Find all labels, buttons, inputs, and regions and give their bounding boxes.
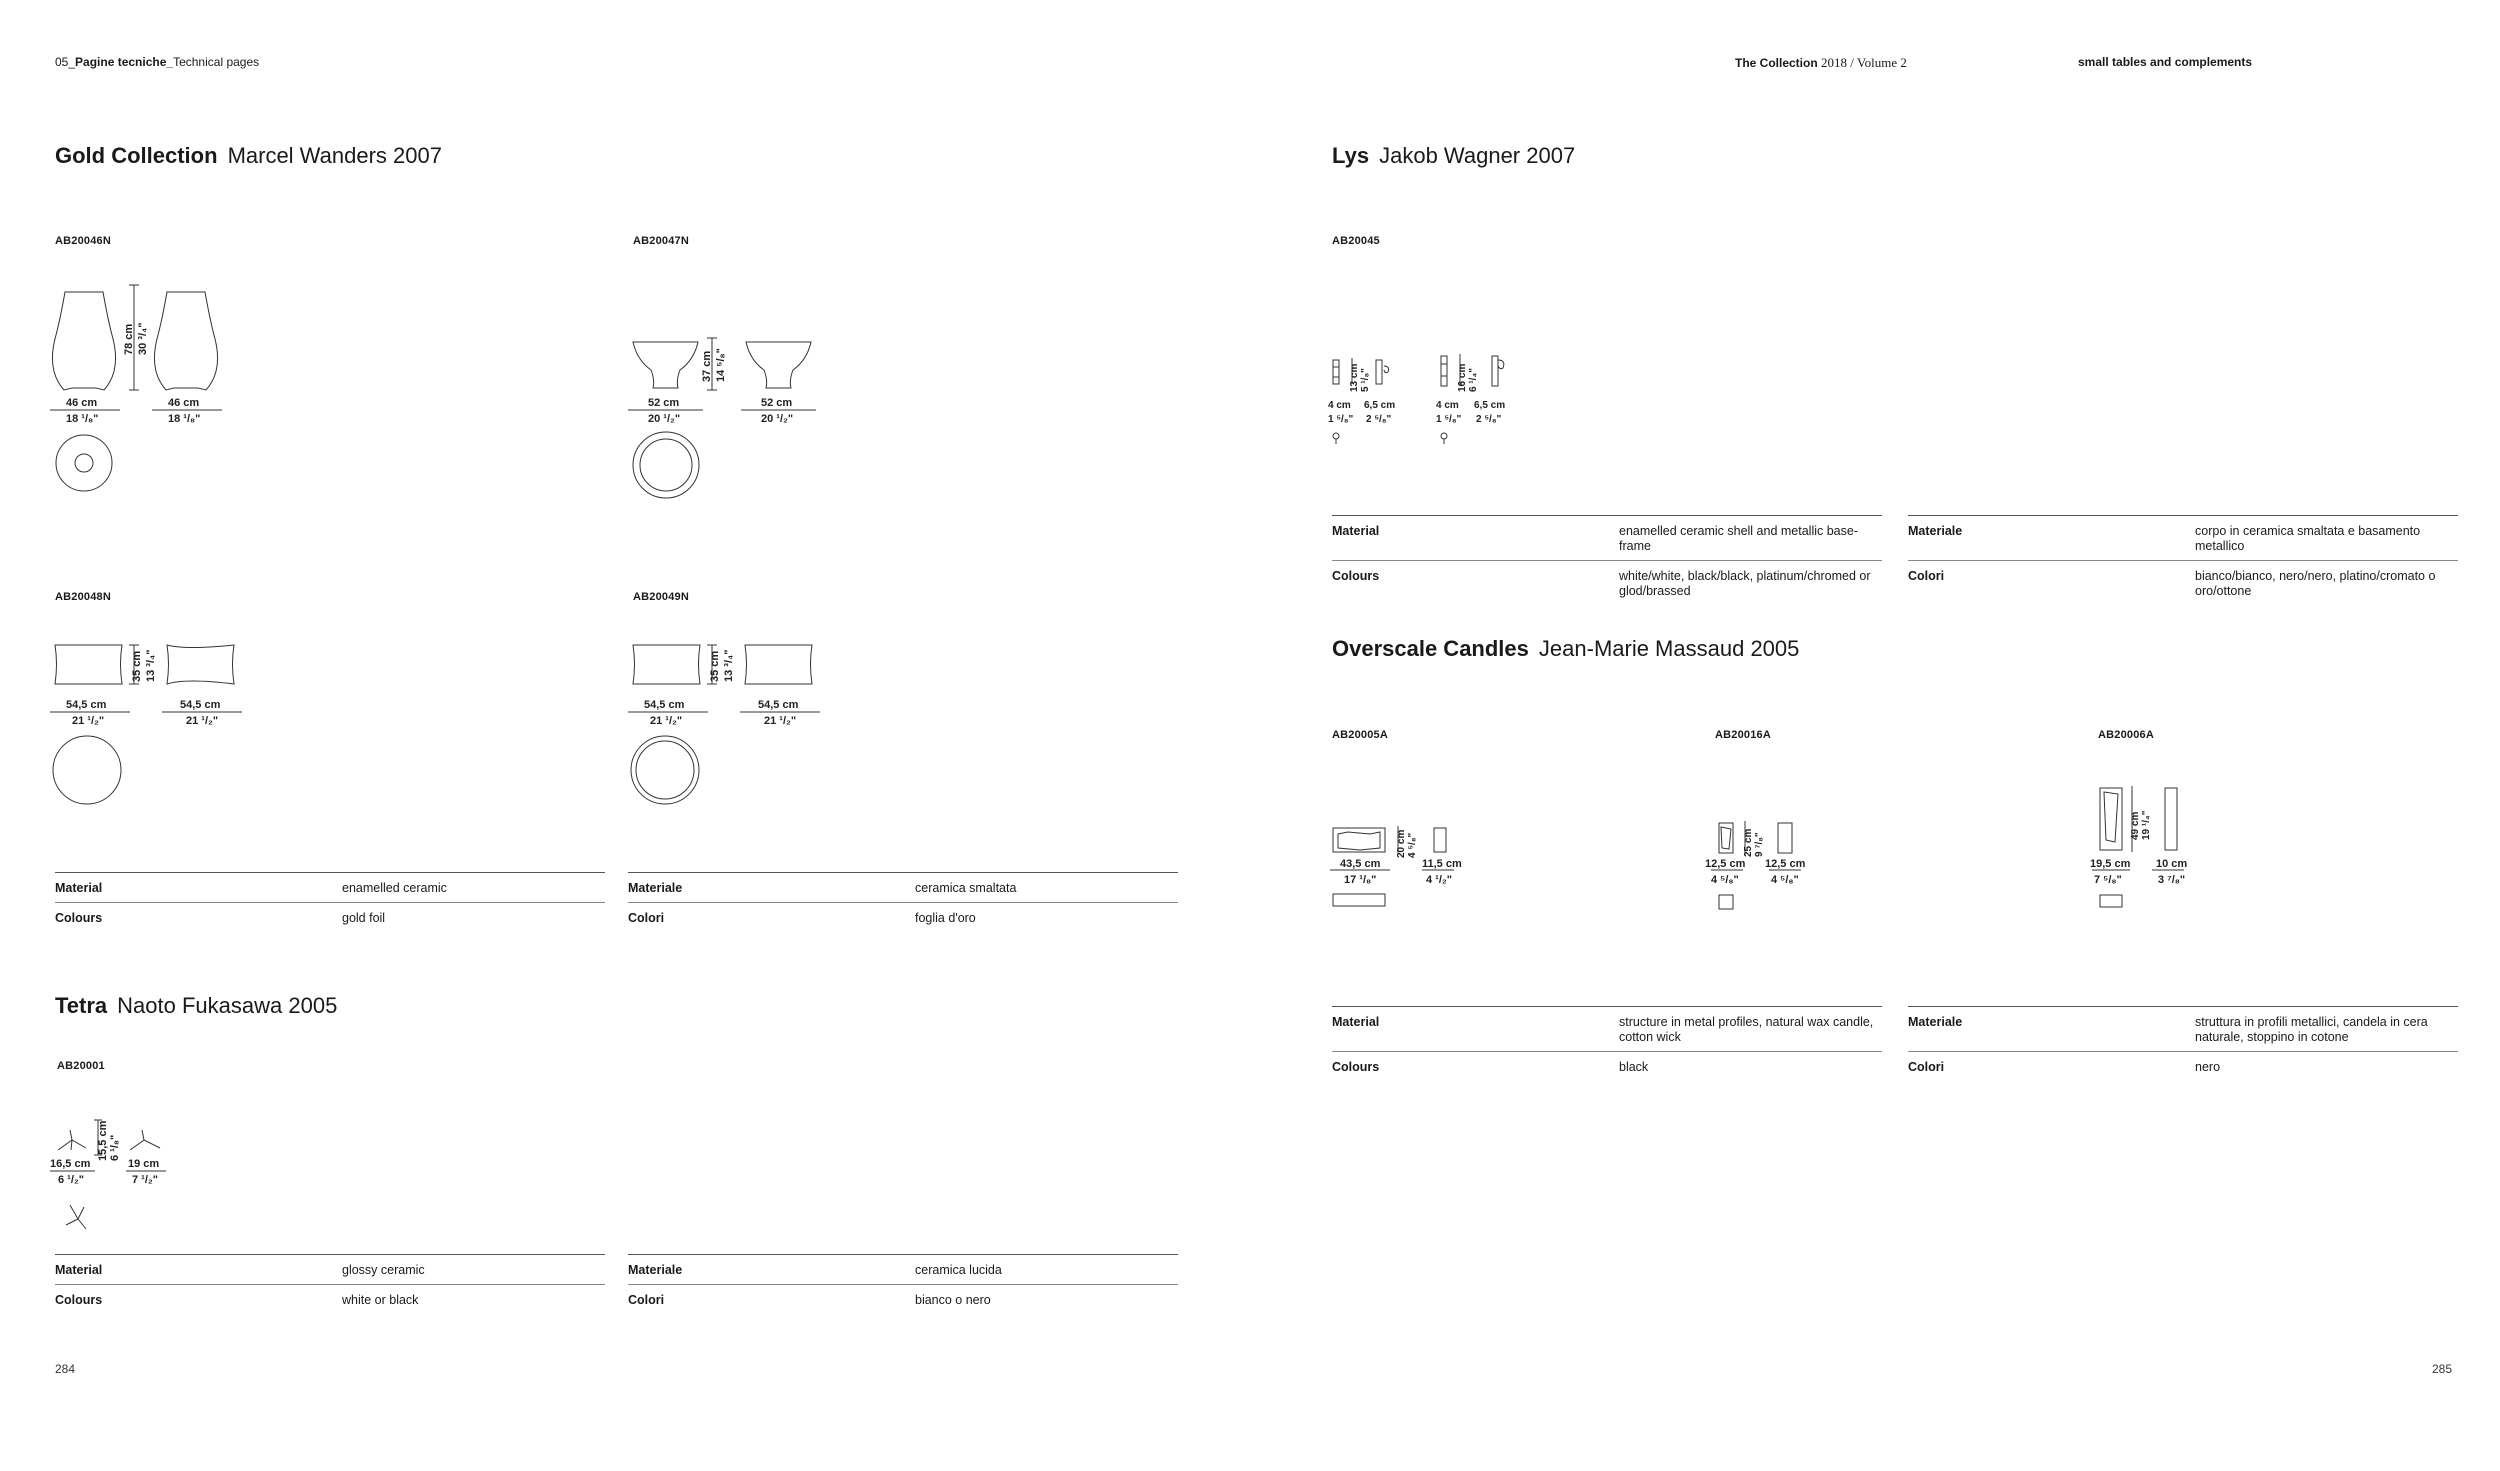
dim-height-in: 9 ⁷/₈" — [1754, 832, 1765, 857]
vase-side-outline — [154, 292, 217, 390]
gold-designer: Marcel Wanders 2007 — [227, 143, 442, 168]
lys-drawing — [1322, 350, 1522, 450]
spec-label: Material — [1332, 1015, 1380, 1029]
candles-designer: Jean-Marie Massaud 2005 — [1538, 636, 1800, 661]
dim-height-in: 13 ³/₄" — [723, 649, 735, 682]
dim-width2-in: 20 ¹/₂" — [761, 413, 794, 425]
dim-height-cm: 16 cm — [1457, 363, 1468, 392]
spec-label: Colori — [1908, 1060, 1945, 1074]
candle-medium-top — [1719, 895, 1733, 909]
dim-b-depth-in: 2 ⁵/₈" — [1476, 414, 1502, 425]
spec-label: Colours — [55, 911, 103, 925]
product-code: AB20049N — [633, 591, 690, 603]
spec-value: enamelled ceramic — [342, 881, 447, 895]
dim-width-cm: 43,5 cm — [1340, 858, 1381, 870]
dim-width-cm: 54,5 cm — [644, 699, 685, 711]
tetra-top-view — [66, 1205, 86, 1229]
gold-name: Gold Collection — [55, 143, 218, 168]
dim-width2-cm: 12,5 cm — [1765, 858, 1806, 870]
tetra-spec-en — [55, 1254, 605, 1314]
dim-height-cm: 13 cm — [1349, 363, 1360, 392]
dim-height-cm: 35 cm — [709, 650, 721, 682]
spec-row-colours — [55, 1284, 605, 1314]
dim-height-in: 6 ¹/₈" — [109, 1134, 121, 1161]
dim-width-in: 21 ¹/₂" — [650, 715, 683, 727]
candles-spec-en — [1332, 1006, 1882, 1081]
category-label: small tables and complements — [2078, 55, 2253, 69]
spec-value: bianco o nero — [915, 1293, 991, 1307]
product-code: AB20047N — [633, 235, 690, 247]
spec-row-material — [1332, 515, 1882, 560]
dim-b-width-cm: 4 cm — [1436, 400, 1459, 411]
dim-width-in: 18 ¹/₈" — [66, 413, 99, 425]
dim-width2-in: 21 ¹/₂" — [186, 715, 219, 727]
tetra-front-outline — [58, 1130, 86, 1150]
dim-height-in: 5 ¹/₈" — [1360, 368, 1371, 392]
product-code: AB20048N — [55, 591, 112, 603]
spec-value: white or black — [342, 1293, 419, 1307]
bowl-front-outline — [633, 342, 698, 388]
spec-label: Colori — [628, 1293, 665, 1307]
dim-height-in: 14 ⁵/₈" — [715, 348, 727, 382]
dim-height-cm: 25 cm — [1743, 828, 1754, 857]
spec-value: nero — [2195, 1060, 2221, 1074]
spec-row-colori — [1908, 560, 2458, 605]
dim-width-cm: 54,5 cm — [66, 699, 107, 711]
tetra-name: Tetra — [55, 993, 108, 1018]
tetra-drawing — [50, 1115, 180, 1240]
spec-row-materiale — [628, 872, 1178, 902]
dim-width-cm: 46 cm — [66, 397, 98, 409]
candle-medium-side — [1778, 823, 1792, 853]
gold-table-drawing — [50, 640, 250, 810]
dim-b-width-in: 1 ⁵/₈" — [1436, 414, 1462, 425]
spec-row-colori — [628, 1284, 1178, 1314]
spec-label: Material — [55, 1263, 103, 1277]
candle-medium-drawing — [1705, 815, 1825, 925]
product-code: AB20016A — [1715, 729, 1772, 741]
spec-label: Materiale — [1908, 1015, 1963, 1029]
dim-width-in: 7 ⁵/₈" — [2094, 874, 2122, 886]
dim-width2-cm: 11,5 cm — [1422, 858, 1462, 870]
candle-wide-top — [1333, 894, 1385, 906]
spec-value: white/white, black/black, platinum/chromed or glod/brassed — [1619, 569, 1871, 598]
collection-header — [1735, 55, 1907, 71]
dim-width-cm: 12,5 cm — [1705, 858, 1746, 870]
table-top-view — [53, 736, 121, 804]
dim-a-depth-in: 2 ⁵/₈" — [1366, 414, 1392, 425]
dim-height-cm: 78 cm — [123, 323, 135, 355]
dim-width-cm: 52 cm — [648, 397, 680, 409]
table2-top-view — [631, 736, 699, 804]
lys-tall-top — [1441, 433, 1447, 439]
tetra-spec-it — [628, 1254, 1178, 1314]
spec-label: Colori — [628, 911, 665, 925]
candle-wide-side — [1434, 828, 1446, 852]
dim-height-cm: 20 cm — [1396, 829, 1407, 858]
dim-width-in: 6 ¹/₂" — [58, 1174, 84, 1186]
spec-value: ceramica smaltata — [915, 881, 1017, 895]
spec-value: ceramica lucida — [915, 1263, 1002, 1277]
bowl-top-view — [633, 432, 699, 498]
category-header — [2078, 55, 2252, 69]
spec-row-colori — [1908, 1051, 2458, 1081]
spec-row-colours — [1332, 1051, 1882, 1081]
dim-width2-in: 18 ¹/₈" — [168, 413, 201, 425]
dim-height-cm: 37 cm — [701, 350, 713, 382]
dim-width-cm: 16,5 cm — [50, 1158, 91, 1170]
spec-value: foglia d'oro — [915, 911, 976, 925]
vase-top-view — [56, 435, 112, 491]
spec-label: Material — [1332, 524, 1380, 538]
gold-table2-drawing — [628, 640, 828, 810]
dim-width2-cm: 54,5 cm — [180, 699, 221, 711]
candles-spec-it — [1908, 1006, 2458, 1081]
tetra-title — [55, 993, 337, 1019]
gold-spec-it — [628, 872, 1178, 932]
product-code: AB20045 — [1332, 235, 1380, 247]
spec-label: Materiale — [628, 1263, 683, 1277]
section-title-it: Pagine tecniche_ — [75, 55, 174, 69]
candle-tall-top — [2100, 895, 2122, 907]
candle-tall-drawing — [2090, 780, 2210, 915]
dim-width2-in: 3 ⁷/₈" — [2158, 874, 2186, 886]
product-code: AB20001 — [57, 1060, 105, 1072]
spec-value: bianco/bianco, nero/nero, platino/cromato o oro/ottone — [2195, 569, 2436, 598]
candle-wide-drawing — [1330, 820, 1500, 920]
spec-label: Colours — [1332, 1060, 1380, 1074]
dim-height-in: 6 ¹/₄" — [1468, 368, 1479, 392]
page-number-right: 285 — [2432, 1362, 2453, 1376]
gold-spec-en — [55, 872, 605, 932]
dim-width2-in: 4 ⁵/₈" — [1771, 874, 1799, 886]
dim-width2-cm: 19 cm — [128, 1158, 160, 1170]
gold-title — [55, 143, 442, 169]
spec-value: structure in metal profiles, natural wax candle, cotton wick — [1619, 1015, 1874, 1044]
dim-height-in: 30 ³/₄" — [137, 322, 149, 355]
lys-name: Lys — [1332, 143, 1370, 168]
tetra-side-outline — [130, 1130, 160, 1150]
spec-label: Material — [55, 881, 103, 895]
spec-row-colours — [55, 902, 605, 932]
vase-front-outline — [52, 292, 115, 390]
spec-label: Colours — [1332, 569, 1380, 583]
spec-value: struttura in profili metallici, candela in cera naturale, stoppino in cotone — [2195, 1015, 2428, 1044]
table-side-outline — [167, 645, 234, 684]
dim-width2-in: 21 ¹/₂" — [764, 715, 797, 727]
spec-row-colori — [628, 902, 1178, 932]
spec-row-material — [55, 1254, 605, 1284]
bowl-side-outline — [746, 342, 811, 388]
section-title-en: Technical pages — [173, 55, 260, 69]
dim-b-depth-cm: 6,5 cm — [1474, 400, 1506, 411]
dim-a-width-in: 1 ⁵/₈" — [1328, 414, 1354, 425]
candle-tall-side — [2165, 788, 2177, 850]
dim-height-cm: 15,5 cm — [97, 1120, 109, 1161]
lys-title — [1332, 143, 1575, 169]
lys-spec-it — [1908, 515, 2458, 605]
spec-label: Materiale — [1908, 524, 1963, 538]
lys-tall-side — [1492, 356, 1498, 386]
dim-height-in: 19 ¹/₄" — [2141, 810, 2152, 840]
dim-a-depth-cm: 6,5 cm — [1364, 400, 1396, 411]
spec-row-materiale — [1908, 1006, 2458, 1051]
lys-tall-front — [1441, 356, 1447, 386]
dim-height-in: 4 ⁵/₈" — [1407, 832, 1418, 858]
spec-label: Colori — [1908, 569, 1945, 583]
product-code: AB20046N — [55, 235, 112, 247]
dim-width2-cm: 46 cm — [168, 397, 200, 409]
dim-width2-cm: 54,5 cm — [758, 699, 799, 711]
collection-name: The Collection — [1735, 56, 1818, 70]
dim-width2-cm: 52 cm — [761, 397, 793, 409]
gold-vase-drawing — [50, 280, 230, 505]
table2-front-outline — [633, 645, 700, 684]
dim-width2-in: 4 ¹/₂" — [1426, 874, 1452, 886]
candles-title — [1332, 636, 1799, 662]
dim-width-cm: 19,5 cm — [2090, 858, 2131, 870]
dim-width2-cm: 10 cm — [2156, 858, 2188, 870]
spec-value: enamelled ceramic shell and metallic base-frame — [1619, 524, 1859, 553]
spec-value: corpo in ceramica smaltata e basamento metallico — [2195, 524, 2421, 553]
spec-row-colours — [1332, 560, 1882, 605]
spec-label: Colours — [55, 1293, 103, 1307]
dim-width-in: 17 ¹/₈" — [1344, 874, 1377, 886]
spec-row-materiale — [1908, 515, 2458, 560]
lys-small-side — [1376, 360, 1382, 384]
section-number: 05_ — [55, 55, 76, 69]
lys-spec-en — [1332, 515, 1882, 605]
dim-a-width-cm: 4 cm — [1328, 400, 1351, 411]
dim-width2-in: 7 ¹/₂" — [132, 1174, 158, 1186]
table2-side-outline — [745, 645, 812, 684]
page-number-left: 284 — [55, 1362, 76, 1376]
dim-height-cm: 49 cm — [2130, 811, 2141, 840]
lys-designer: Jakob Wagner 2007 — [1379, 143, 1576, 168]
dim-width-in: 20 ¹/₂" — [648, 413, 681, 425]
spec-row-materiale — [628, 1254, 1178, 1284]
lys-small-front — [1333, 360, 1339, 384]
candles-name: Overscale Candles — [1332, 636, 1529, 661]
product-code: AB20006A — [2098, 729, 2155, 741]
table-front-outline — [55, 645, 122, 684]
collection-volume: 2018 / Volume 2 — [1821, 55, 1907, 70]
lys-small-top — [1333, 433, 1339, 439]
spec-value: glossy ceramic — [342, 1263, 425, 1277]
spec-label: Materiale — [628, 881, 683, 895]
spec-value: gold foil — [342, 911, 386, 925]
dim-height-cm: 35 cm — [131, 650, 143, 682]
product-code: AB20005A — [1332, 729, 1389, 741]
section-header — [55, 55, 259, 69]
spec-value: black — [1619, 1060, 1649, 1074]
dim-height-in: 13 ³/₄" — [145, 649, 157, 682]
gold-bowl-drawing — [628, 330, 828, 505]
spec-row-material — [1332, 1006, 1882, 1051]
spec-row-material — [55, 872, 605, 902]
tetra-designer: Naoto Fukasawa 2005 — [117, 993, 338, 1018]
dim-width-in: 4 ⁵/₈" — [1711, 874, 1739, 886]
dim-width-in: 21 ¹/₂" — [72, 715, 105, 727]
